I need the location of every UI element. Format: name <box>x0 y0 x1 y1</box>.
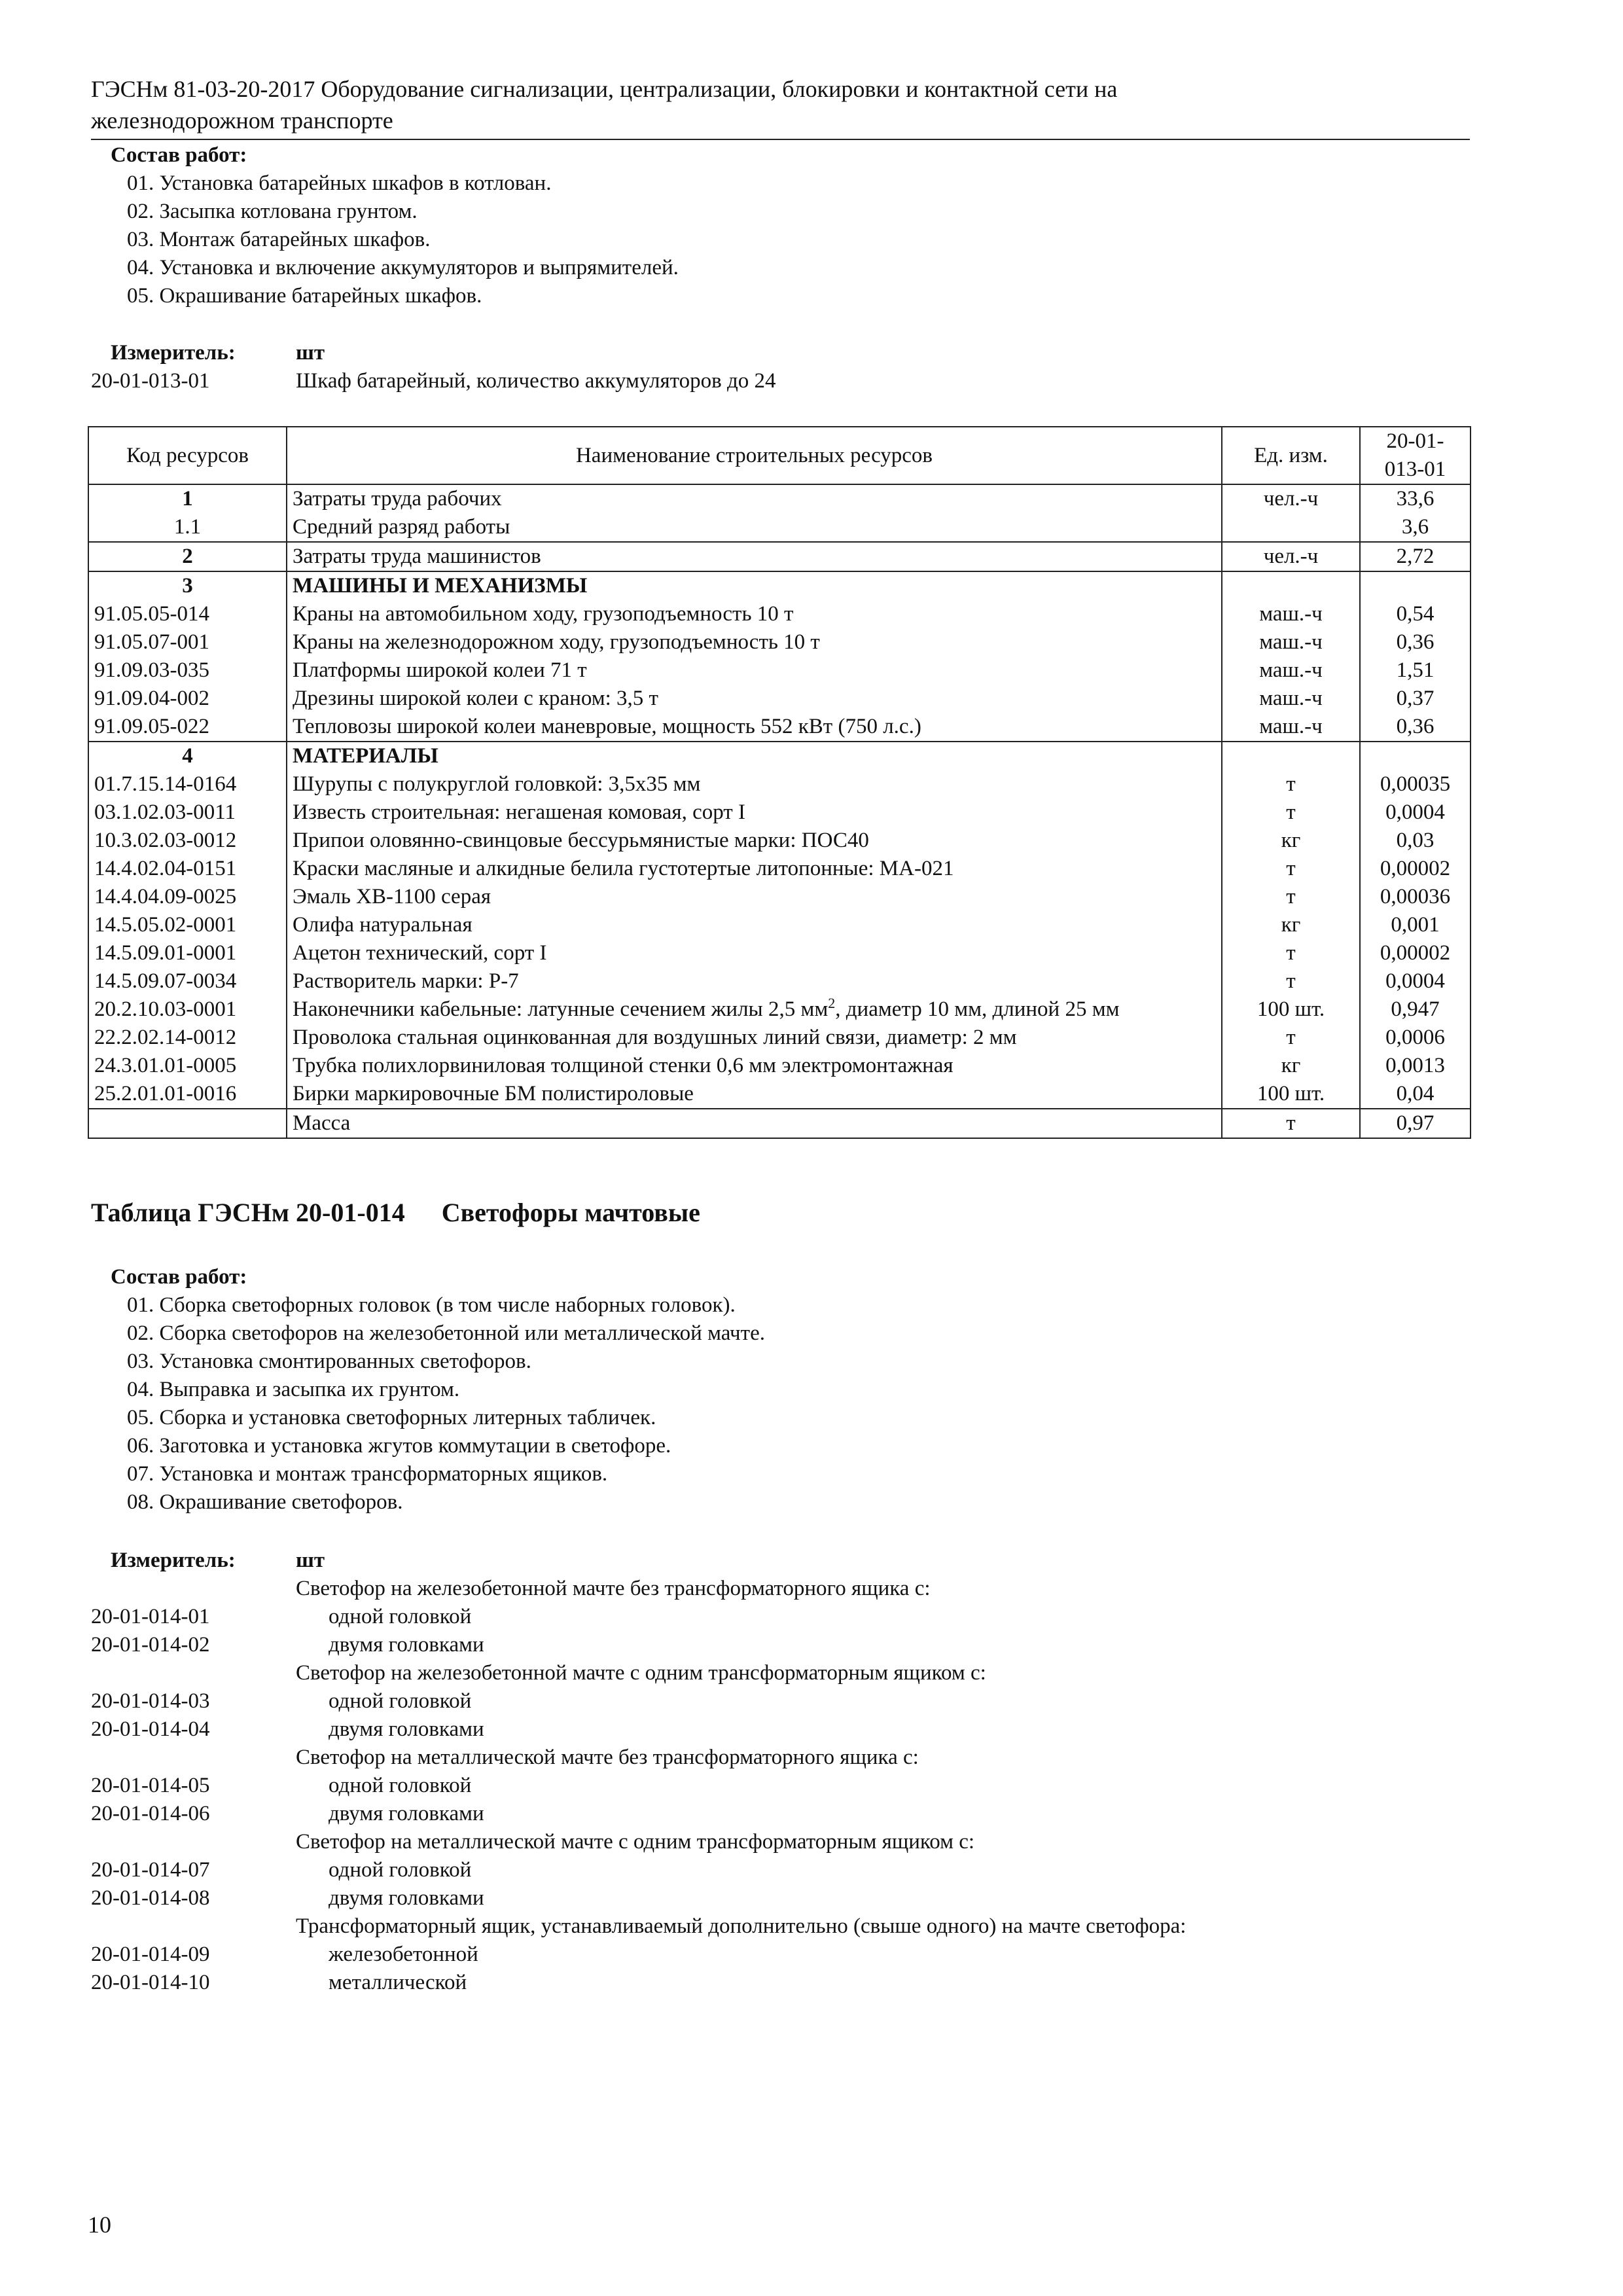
cell-value: 3,6 <box>1360 513 1471 542</box>
table-row <box>88 542 1471 571</box>
item-text: Светофор на металлической мачте без трансформаторного ящика с: <box>296 1746 919 1769</box>
table-row <box>88 571 1471 600</box>
cell-unit <box>1222 571 1360 600</box>
cell-name: Масса <box>287 1109 1222 1138</box>
cell-code: 91.09.04-002 <box>88 685 287 713</box>
list-item: 01. Сборка светофорных головок (в том числе наборных головок). <box>127 1293 736 1317</box>
item-code: 20-01-014-08 <box>91 1886 210 1910</box>
list-item: 01. Установка батарейных шкафов в котлован. <box>127 171 552 195</box>
table-row <box>88 855 1471 883</box>
list-item: 03. Монтаж батарейных шкафов. <box>127 228 431 251</box>
item-list <box>91 1575 1186 1997</box>
meter-label-2: Измеритель: <box>111 1549 236 1572</box>
cell-name-part1: Наконечники кабельные: латунные сечением жилы 2,5 мм <box>293 997 829 1021</box>
cell-name: Растворитель марки: Р-7 <box>287 967 1222 996</box>
cell-unit <box>1222 742 1360 770</box>
cell-code: 24.3.01.01-0005 <box>88 1052 287 1080</box>
item-text: Светофор на железобетонной мачте без трансформаторного ящика с: <box>296 1577 931 1600</box>
item-text: двумя головками <box>329 1633 484 1657</box>
cell-value: 0,54 <box>1360 600 1471 628</box>
cell-code: 91.09.05-022 <box>88 713 287 742</box>
cell-code: 1.1 <box>88 513 287 542</box>
cell-value: 2,72 <box>1360 542 1471 571</box>
item-group-heading <box>91 1912 1186 1941</box>
table-row <box>88 742 1471 770</box>
cell-code: 14.5.05.02-0001 <box>88 911 287 939</box>
cell-unit: т <box>1222 967 1360 996</box>
cell-code: 22.2.02.14-0012 <box>88 1024 287 1052</box>
section-title <box>91 1196 700 1230</box>
list-item <box>91 1941 1186 1969</box>
cell-name: Платформы широкой колеи 71 т <box>287 656 1222 685</box>
cell-name: Краны на железнодорожном ходу, грузоподъемность 10 т <box>287 628 1222 656</box>
cell-value: 0,00002 <box>1360 855 1471 883</box>
table-row <box>88 1052 1471 1080</box>
cell-name: Средний разряд работы <box>287 513 1222 542</box>
cell-name: Известь строительная: негашеная комовая, сорт I <box>287 798 1222 827</box>
item-group-heading <box>91 1659 1186 1687</box>
table-row <box>88 600 1471 628</box>
cell-unit <box>1222 513 1360 542</box>
cell-name: Затраты труда машинистов <box>287 542 1222 571</box>
item-text: одной головкой <box>329 1774 472 1797</box>
work-list <box>127 170 679 310</box>
cell-value: 0,97 <box>1360 1109 1471 1138</box>
running-header-line1: ГЭСНм 81-03-20-2017 Оборудование сигнализации, централизации, блокировки и контактной сети на <box>91 76 1118 102</box>
item-code: 20-01-014-10 <box>91 1971 210 1994</box>
cell-value <box>1360 742 1471 770</box>
work-composition-title-2: Состав работ: <box>111 1265 247 1289</box>
item-code: 20-01-014-09 <box>91 1943 210 1966</box>
cell-unit: маш.-ч <box>1222 656 1360 685</box>
header-divider <box>91 139 1470 140</box>
cell-unit: т <box>1222 1024 1360 1052</box>
cell-code: 14.5.09.01-0001 <box>88 939 287 967</box>
cell-code: 2 <box>88 542 287 571</box>
item-text: железобетонной <box>329 1943 478 1966</box>
table-row <box>88 967 1471 996</box>
item-text: Светофор на металлической мачте с одним трансформаторным ящиком с: <box>296 1830 975 1854</box>
cell-unit: маш.-ч <box>1222 713 1360 742</box>
list-item: 04. Выправка и засыпка их грунтом. <box>127 1378 460 1401</box>
table-row <box>88 513 1471 542</box>
table-row <box>88 911 1471 939</box>
cell-code: 20.2.10.03-0001 <box>88 996 287 1024</box>
cell-name-part2: , диаметр 10 мм, длиной 25 мм <box>835 997 1120 1021</box>
meter-unit-2: шт <box>296 1549 325 1572</box>
cell-name: Дрезины широкой колеи с краном: 3,5 т <box>287 685 1222 713</box>
list-item: 04. Установка и включение аккумуляторов и выпрямителей. <box>127 256 679 279</box>
list-item <box>91 1715 1186 1744</box>
list-item: 02. Засыпка котлована грунтом. <box>127 200 418 223</box>
list-item <box>91 1800 1186 1828</box>
list-item: 05. Сборка и установка светофорных литерных табличек. <box>127 1406 656 1429</box>
cell-unit: т <box>1222 798 1360 827</box>
item-group-heading <box>91 1575 1186 1603</box>
header-column-code-line1: 20-01- <box>1386 429 1444 453</box>
item-code: 20-01-013-01 <box>91 369 210 393</box>
cell-unit: маш.-ч <box>1222 600 1360 628</box>
cell-name: Припои оловянно-свинцовые бессурьмянистые марки: ПОС40 <box>287 827 1222 855</box>
cell-code: 91.05.05-014 <box>88 600 287 628</box>
table-header-row <box>88 427 1471 484</box>
page-number: 10 <box>88 2212 111 2238</box>
cell-name: Ацетон технический, сорт I <box>287 939 1222 967</box>
cell-unit: т <box>1222 770 1360 798</box>
cell-value: 0,00035 <box>1360 770 1471 798</box>
cell-value: 0,03 <box>1360 827 1471 855</box>
cell-value: 0,36 <box>1360 628 1471 656</box>
item-text: металлической <box>329 1971 467 1994</box>
cell-code: 10.3.02.03-0012 <box>88 827 287 855</box>
cell-name: Олифа натуральная <box>287 911 1222 939</box>
cell-code: 14.4.02.04-0151 <box>88 855 287 883</box>
cell-unit: т <box>1222 883 1360 911</box>
cell-unit: кг <box>1222 911 1360 939</box>
list-item <box>91 1969 1186 1997</box>
cell-code: 91.05.07-001 <box>88 628 287 656</box>
running-header <box>91 73 1117 136</box>
header-code: Код ресурсов <box>88 427 287 484</box>
cell-value: 0,00002 <box>1360 939 1471 967</box>
cell-unit: кг <box>1222 1052 1360 1080</box>
item-code: 20-01-014-03 <box>91 1689 210 1713</box>
meter-unit: шт <box>296 341 325 365</box>
cell-code: 4 <box>88 742 287 770</box>
item-code: 20-01-014-06 <box>91 1802 210 1825</box>
table-row <box>88 685 1471 713</box>
cell-name: Затраты труда рабочих <box>287 484 1222 513</box>
list-item: 05. Окрашивание батарейных шкафов. <box>127 284 482 308</box>
cell-value: 0,001 <box>1360 911 1471 939</box>
item-text: Светофор на железобетонной мачте с одним трансформаторным ящиком с: <box>296 1661 986 1685</box>
list-item: 07. Установка и монтаж трансформаторных ящиков. <box>127 1462 608 1486</box>
work-list-2 <box>127 1291 765 1516</box>
cell-unit: чел.-ч <box>1222 484 1360 513</box>
cell-value: 0,37 <box>1360 685 1471 713</box>
item-code: 20-01-014-07 <box>91 1858 210 1882</box>
list-item <box>91 1631 1186 1659</box>
section-table-code: Таблица ГЭСНм 20-01-014 <box>91 1198 405 1227</box>
table-row <box>88 484 1471 513</box>
cell-code: 91.09.03-035 <box>88 656 287 685</box>
list-item <box>91 1687 1186 1715</box>
cell-name <box>287 996 1222 1024</box>
cell-code: 01.7.15.14-0164 <box>88 770 287 798</box>
cell-code: 3 <box>88 571 287 600</box>
resource-table <box>88 426 1471 1139</box>
item-code: 20-01-014-05 <box>91 1774 210 1797</box>
item-code: 20-01-014-01 <box>91 1605 210 1628</box>
header-name: Наименование строительных ресурсов <box>287 427 1222 484</box>
cell-value: 0,0004 <box>1360 967 1471 996</box>
table-row <box>88 628 1471 656</box>
cell-value: 33,6 <box>1360 484 1471 513</box>
running-header-line2: железнодорожном транспорте <box>91 107 393 134</box>
cell-name: Краны на автомобильном ходу, грузоподъемность 10 т <box>287 600 1222 628</box>
cell-name: Трубка полихлорвиниловая толщиной стенки 0,6 мм электромонтажная <box>287 1052 1222 1080</box>
item-code: 20-01-014-02 <box>91 1633 210 1657</box>
table-row <box>88 996 1471 1024</box>
table-row <box>88 827 1471 855</box>
cell-value: 0,0006 <box>1360 1024 1471 1052</box>
cell-unit: т <box>1222 855 1360 883</box>
cell-name: Эмаль ХВ-1100 серая <box>287 883 1222 911</box>
header-column-code <box>1360 427 1471 484</box>
cell-unit: кг <box>1222 827 1360 855</box>
cell-value: 0,04 <box>1360 1080 1471 1109</box>
list-item <box>91 1856 1186 1884</box>
cell-value: 0,947 <box>1360 996 1471 1024</box>
cell-name: Бирки маркировочные БМ полистироловые <box>287 1080 1222 1109</box>
cell-value: 0,00036 <box>1360 883 1471 911</box>
cell-name: Тепловозы широкой колеи маневровые, мощность 552 кВт (750 л.с.) <box>287 713 1222 742</box>
work-composition-title: Состав работ: <box>111 143 247 167</box>
cell-value: 0,0004 <box>1360 798 1471 827</box>
item-text: двумя головками <box>329 1886 484 1910</box>
cell-unit: маш.-ч <box>1222 685 1360 713</box>
table-row-total <box>88 1109 1471 1138</box>
list-item <box>91 1772 1186 1800</box>
list-item: 06. Заготовка и установка жгутов коммутации в светофоре. <box>127 1434 671 1458</box>
table-row <box>88 713 1471 742</box>
meter-label: Измеритель: <box>111 341 236 365</box>
cell-code: 14.4.04.09-0025 <box>88 883 287 911</box>
cell-unit: 100 шт. <box>1222 1080 1360 1109</box>
table-row <box>88 883 1471 911</box>
item-group-heading <box>91 1744 1186 1772</box>
item-code: 20-01-014-04 <box>91 1717 210 1741</box>
cell-unit: т <box>1222 939 1360 967</box>
cell-value: 1,51 <box>1360 656 1471 685</box>
list-item: 03. Установка смонтированных светофоров. <box>127 1350 531 1373</box>
cell-name: Краски масляные и алкидные белила густотертые литопонные: МА-021 <box>287 855 1222 883</box>
table-row <box>88 656 1471 685</box>
list-item <box>91 1603 1186 1631</box>
cell-unit: 100 шт. <box>1222 996 1360 1024</box>
cell-unit: чел.-ч <box>1222 542 1360 571</box>
item-text: двумя головками <box>329 1717 484 1741</box>
item-text: Трансформаторный ящик, устанавливаемый дополнительно (свыше одного) на мачте светофора: <box>296 1914 1186 1938</box>
list-item <box>91 1884 1186 1912</box>
cell-name: МАТЕРИАЛЫ <box>287 742 1222 770</box>
cell-unit: маш.-ч <box>1222 628 1360 656</box>
cell-code: 1 <box>88 484 287 513</box>
table-row <box>88 939 1471 967</box>
cell-name: Проволока стальная оцинкованная для воздушных линий связи, диаметр: 2 мм <box>287 1024 1222 1052</box>
cell-code <box>88 1109 287 1138</box>
cell-value: 0,0013 <box>1360 1052 1471 1080</box>
cell-name: Шурупы с полукруглой головкой: 3,5х35 мм <box>287 770 1222 798</box>
section-table-name: Светофоры мачтовые <box>441 1198 700 1227</box>
item-text: одной головкой <box>329 1605 472 1628</box>
table-row <box>88 798 1471 827</box>
cell-value: 0,36 <box>1360 713 1471 742</box>
cell-name-superscript: 2 <box>828 995 836 1011</box>
table-row <box>88 770 1471 798</box>
cell-unit: т <box>1222 1109 1360 1138</box>
list-item: 08. Окрашивание светофоров. <box>127 1490 403 1514</box>
item-group-heading <box>91 1828 1186 1856</box>
table-row <box>88 1024 1471 1052</box>
table-row <box>88 1080 1471 1109</box>
header-unit: Ед. изм. <box>1222 427 1360 484</box>
cell-name: МАШИНЫ И МЕХАНИЗМЫ <box>287 571 1222 600</box>
list-item: 02. Сборка светофоров на железобетонной или металлической мачте. <box>127 1321 765 1345</box>
cell-code: 25.2.01.01-0016 <box>88 1080 287 1109</box>
item-text: одной головкой <box>329 1858 472 1882</box>
cell-value <box>1360 571 1471 600</box>
cell-code: 14.5.09.07-0034 <box>88 967 287 996</box>
cell-code: 03.1.02.03-0011 <box>88 798 287 827</box>
header-column-code-line2: 013-01 <box>1384 457 1446 481</box>
item-text: одной головкой <box>329 1689 472 1713</box>
item-text: двумя головками <box>329 1802 484 1825</box>
item-name: Шкаф батарейный, количество аккумуляторов до 24 <box>296 369 776 393</box>
